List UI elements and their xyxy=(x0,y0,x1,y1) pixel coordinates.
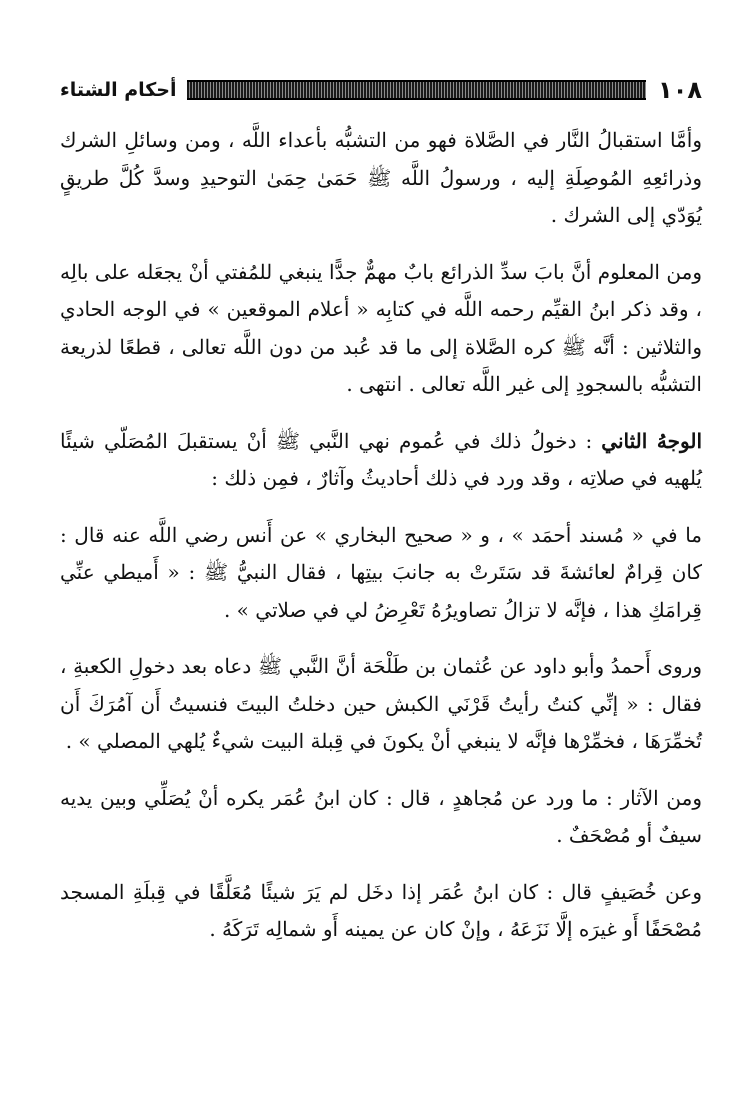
paragraph-4: ما في « مُسند أحمَد » ، و « صحيح البخاري » عن أَنس رضي اللَّه عنه قال : كان قِرامٌ لعائشةَ قد سَتَرتْ به جانبَ بيتِها ، فقال النبيُّ ﷺ : « أَميطي عنِّي قِرامَكِ هذا ، فإنَّه لا تزالُ تصاويرُهُ تَعْرِضُ لي في صلاتي » . xyxy=(60,522,702,622)
paragraph-3 xyxy=(60,423,702,498)
paragraph-7: وعن خُصَيفٍ قال : كان ابنُ عُمَر إذا دخَل لم يَرَ شيئًا مُعَلَّقًا في قِبلَةِ المسجد مُصْحَفًا أَو غيرَه إلَّا نَزَعَهُ ، وإنْ كان عن يمينه أَو شمالِه تَرَكَهُ . xyxy=(60,879,702,941)
page-body xyxy=(60,122,702,968)
paragraph-2: ومن المعلوم أنَّ بابَ سدِّ الذرائع بابٌ مهمٌّ جدًّا ينبغي للمُفتي أنْ يجعَله على بالِه ، وقد ذكر ابنُ القيِّم رحمه اللَّه في كتابِه « أعلام الموقعين » في الوجه الحادي والثلاثين : أنَّه ﷺ كره الصَّلاة إلى ما قد عُبد من دون اللَّه تعالى ، قطعًا لذريعة التشبُّه بالسجودِ إلى غير اللَّه تعالى . انتهى . xyxy=(60,259,702,396)
running-title: أحكام الشتاء xyxy=(60,79,177,101)
paragraph-6: ومن الآثار : ما ورد عن مُجاهدٍ ، قال : كان ابنُ عُمَر يكره أنْ يُصَلِّي وبين يديه سيفٌ أو مُصْحَفٌ . xyxy=(60,785,702,847)
section-heading: الوجهُ الثاني xyxy=(601,428,702,453)
header-rule xyxy=(187,80,647,100)
paragraph-3-text: : دخولُ ذلك في عُموم نهي النَّبي ﷺ أنْ يستقبلَ المُصَلّي شيئًا يُلهيه في صلاتِه ، وقد ورد في ذلك أحاديثُ وآثارٌ ، فمِن ذلك : xyxy=(60,428,702,490)
paragraph-1: وأمَّا استقبالُ النَّار في الصَّلاة فهو من التشبُّه بأعداء اللَّه ، ومن وسائلِ الشرك وذرائعِهِ المُوصِلَةِ إليه ، ورسولُ اللَّه ﷺ حَمَىٰ حِمَىٰ التوحيدِ وسدَّ كُلَّ طريقٍ يُوَدّي إلى الشرك . xyxy=(60,128,702,227)
paragraph-5: وروى أَحمدُ وأبو داود عن عُثمان بن طَلْحَة أنَّ النَّبي ﷺ دعاه بعد دخولِ الكعبةِ ، فقال : « إنِّي كنتُ رأيتُ قَرْنَي الكبش حين دخلتُ البيتَ فنسيتُ أَن آمُرَكَ أَن تُخمِّرَهَا ، فخمِّرْها فإنَّه لا ينبغي أنْ يكونَ في قِبلة البيت شيءٌ يُلهي المصلي » . xyxy=(60,654,702,753)
page-number: ١٠٨ xyxy=(658,76,702,104)
page-header xyxy=(60,72,702,108)
